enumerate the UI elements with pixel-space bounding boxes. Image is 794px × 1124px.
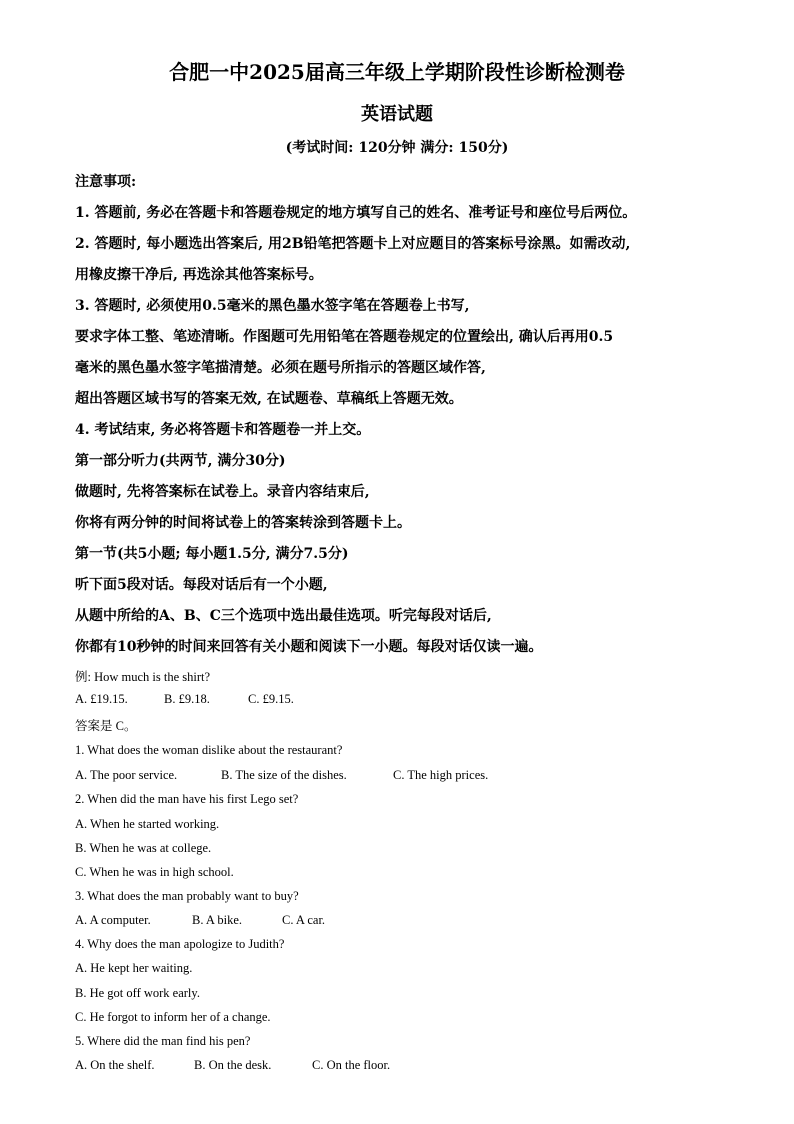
notice-line-1: 1. 答题前, 务必在答题卡和答题卷规定的地方填写自己的姓名、准考证号和座位号后两位。: [75, 205, 637, 221]
example-option-a: A. £19.15.: [75, 692, 128, 706]
question-3: 3. What does the man probably want to buy?: [75, 889, 299, 903]
question-3-options: [75, 913, 325, 928]
example-option-b: B. £9.18.: [164, 692, 210, 706]
question-2-option-b: B. When he was at college.: [75, 841, 212, 855]
notice-line-3a: 3. 答题时, 必须使用0.5毫米的黑色墨水签字笔在答题卷上书写,: [75, 298, 470, 314]
question-3-option-c: C. A car.: [282, 913, 326, 927]
part1-line-1: 做题时, 先将答案标在试卷上。录音内容结束后,: [75, 484, 370, 500]
question-2-option-a: A. When he started working.: [75, 817, 220, 831]
section1-line-3: 你都有10秒钟的时间来回答有关小题和阅读下一小题。每段对话仅读一遍。: [75, 639, 543, 655]
question-3-option-b: B. A bike.: [192, 913, 243, 927]
exam-info: (考试时间: 120分钟 满分: 150分): [285, 140, 509, 156]
notice-line-2b: 用橡皮擦干净后, 再选涂其他答案标号。: [75, 267, 323, 283]
question-4-option-b: B. He got off work early.: [75, 986, 200, 1000]
question-5: 5. Where did the man find his pen?: [75, 1034, 251, 1048]
question-5-option-b: B. On the desk.: [194, 1058, 272, 1072]
question-1-option-b: B. The size of the dishes.: [221, 768, 347, 782]
notice-line-3b: 要求字体工整、笔迹清晰。作图题可先用铅笔在答题卷规定的位置绘出, 确认后再用0.5: [75, 329, 614, 345]
section1-heading: 第一节(共5小题; 每小题1.5分, 满分7.5分): [75, 546, 349, 562]
example-answer: 答案是 C。: [75, 719, 137, 733]
subject-title: 英语试题: [361, 104, 433, 125]
example-options: [75, 692, 294, 707]
question-2: 2. When did the man have his first Lego set?: [75, 792, 299, 806]
exam-title: 合肥一中2025届高三年级上学期阶段性诊断检测卷: [169, 60, 625, 84]
question-1-option-a: A. The poor service.: [75, 768, 178, 782]
question-5-options: [75, 1058, 390, 1073]
notice-line-4: 4. 考试结束, 务必将答题卡和答题卷一并上交。: [75, 422, 371, 438]
question-5-option-a: A. On the shelf.: [75, 1058, 155, 1072]
section1-line-1: 听下面5段对话。每段对话后有一个小题,: [75, 577, 328, 593]
notice-line-2a: 2. 答题时, 每小题选出答案后, 用2B铅笔把答题卡上对应题目的答案标号涂黑。如需改动,: [75, 236, 631, 252]
question-1-options: [75, 768, 488, 783]
notice-heading: 注意事项:: [75, 174, 137, 190]
question-4: 4. Why does the man apologize to Judith?: [75, 937, 285, 951]
section1-line-2: 从题中所给的A、B、C三个选项中选出最佳选项。听完每段对话后,: [75, 608, 492, 624]
question-1: 1. What does the woman dislike about the restaurant?: [75, 743, 343, 757]
notice-line-3c: 毫米的黑色墨水签字笔描清楚。必须在题号所指示的答题区域作答,: [75, 360, 486, 376]
example-question: 例: How much is the shirt?: [75, 670, 211, 684]
question-2-option-c: C. When he was in high school.: [75, 865, 234, 879]
question-3-option-a: A. A computer.: [75, 913, 151, 927]
question-5-option-c: C. On the floor.: [312, 1058, 391, 1072]
question-4-option-a: A. He kept her waiting.: [75, 961, 193, 975]
question-4-option-c: C. He forgot to inform her of a change.: [75, 1010, 271, 1024]
question-1-option-c: C. The high prices.: [393, 768, 489, 782]
example-option-c: C. £9.15.: [248, 692, 294, 706]
part1-line-2: 你将有两分钟的时间将试卷上的答案转涂到答题卡上。: [75, 515, 411, 531]
part1-heading: 第一部分听力(共两节, 满分30分): [75, 453, 286, 469]
notice-line-3d: 超出答题区域书写的答案无效, 在试题卷、草稿纸上答题无效。: [75, 391, 463, 407]
